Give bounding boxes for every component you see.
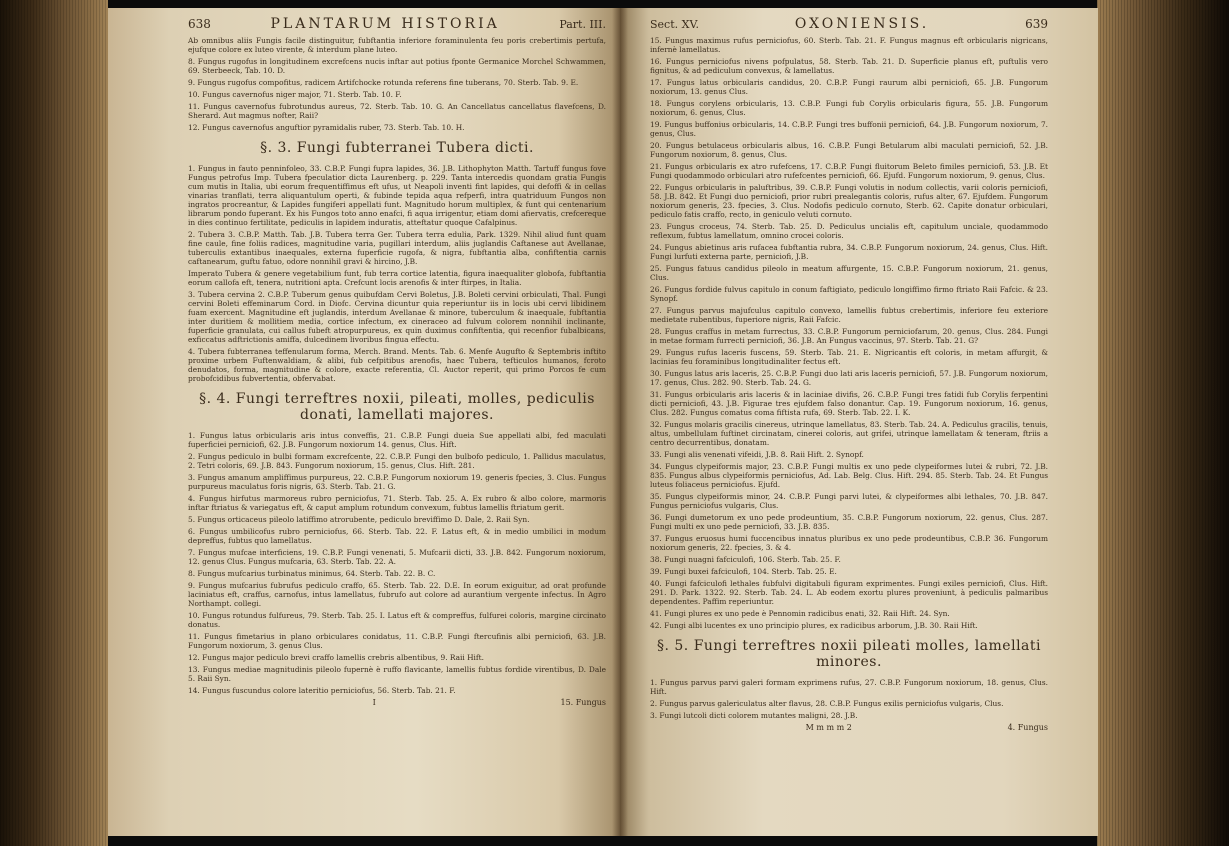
- right-entries-top: [650, 36, 1048, 630]
- left-entries-top: [188, 36, 606, 132]
- left-page-number: 638: [188, 17, 211, 31]
- entry-paragraph: 41. Fungi plures ex uno pede è Pennomin radicibus enati, 32. Raii Hift. 24. Syn.: [650, 609, 950, 618]
- entry-paragraph: 8. Fungus rugofus in longitudinem excrefcens nucis inftar aut potius fponte Germanice Morchel Schwammen, 69. Sterbeeck, Tab. 10. D.: [188, 57, 606, 75]
- entry-paragraph: 27. Fungus parvus majufculus capitulo convexo, lamellis fubtus crebertimis, inferiore feu exteriore medietate rubentibus, fuperiore nigris, Raii Fafcic.: [650, 306, 1048, 324]
- right-section-5-heading: §. 5. Fungi terreftres noxii pileati molles, lamellati minores.: [656, 638, 1041, 670]
- entry-paragraph: 17. Fungus latus orbicularis candidus, 20. C.B.P. Fungi raurum albi perniciofi, 65. J.B. Fungorum noxiorum, 13. genus Clus.: [650, 78, 1048, 96]
- left-signature: I: [372, 698, 376, 707]
- left-page-edges: [0, 0, 108, 846]
- entry-paragraph: 1. Fungus latus orbicularis aris intus conveffis, 21. C.B.P. Fungi dueia Sue appellati albi, fed maculati fuperficiei perniciofi, 62. J.B. Fungorum noxiorum 14. genus, Clus. Hift.: [188, 431, 606, 449]
- entry-paragraph: 9. Fungus rugofus compofitus, radicem Artifchocke rotunda referens fine tuberans, 70. Sterb. Tab. 9. E.: [188, 78, 579, 87]
- right-page-number: 639: [1025, 17, 1048, 31]
- entry-paragraph: 10. Fungus rotundus fulfureus, 79. Sterb. Tab. 25. I. Latus eft & compreffus, fulfurei coloris, margine circinato donatus.: [188, 611, 606, 629]
- entry-paragraph: 7. Fungus mufcae interficiens, 19. C.B.P. Fungi venenati, 5. Mufcarii dicti, 33. J.B. 842. Fungorum noxiorum, 12. genus Clus. Fungus mufcaria, 63. Sterb. Tab. 22. A.: [188, 548, 606, 566]
- entry-paragraph: 13. Fungus mediae magnitudinis pileolo fupernè è ruffo flavicante, lamellis fubtus fordide virentibus, D. Dale 5. Raii Syn.: [188, 665, 606, 683]
- entry-paragraph: 10. Fungus cavernofus niger major, 71. Sterb. Tab. 10. F.: [188, 90, 402, 99]
- left-entries-bottom: [188, 431, 606, 695]
- entry-paragraph: 9. Fungus mufcarius fubrufus pediculo craffo, 65. Sterb. Tab. 22. D.E. In eorum exiguitur, ad orat profunde laciniatus eft, craffus, carnofus, intus lamellatus, fubrufo aut colore ad aurantium vergente infectus. In Agro Northampt. collegi.: [188, 581, 606, 608]
- entry-paragraph: 33. Fungi alis venenati vifeidi, J.B. 8. Raii Hift. 2. Synopf.: [650, 450, 864, 459]
- entry-paragraph: 2. Fungus parvus galericulatus alter flavus, 28. C.B.P. Fungus exilis perniciofus vulgaris, Clus.: [650, 699, 1004, 708]
- entry-paragraph: 12. Fungus cavernofus anguftior pyramidalis ruber, 73. Sterb. Tab. 10. H.: [188, 123, 465, 132]
- entry-paragraph: 1. Fungus in fauto penninfoleo, 33. C.B.P. Fungi fupra lapides, 36. J.B. Lithophyton Matth. Tartuff fungus fove Fungus petrofus Imp. Tubera fpeculatior dicta Laurenberg. p. 229. Tanta intercedis quondam gratia Fungis cum mutis in Italia, ubi eorum frequentiffimus eft ufus, ut Neapoli inventi fint lapides, qui defoffi & in cellas vinarias tranflati, terra aliquantulum operti, & fubinde tepida aqua refperfi, intra quatriduum Fungos non ingratos procreantur, & Lapides fungiferi appellati funt. Magnitudo horum multiplex, & funt qui centenarium librarum pondo fuperant. Ex his Fungos toto anno enafci, fi aqua irrigentur, etiam domi afiervatis, crefcereque in dies continuo fertilitate, pediculis in lapidem induratis, atteftatur quoque Cafalpinus.: [188, 164, 606, 227]
- entry-paragraph: 6. Fungus umbilicofus rubro perniciofus, 66. Sterb. Tab. 22. F. Latus eft, & in medio umbilici in modum depreffus, fubtus quo lamellatus.: [188, 527, 606, 545]
- left-catchword: 15. Fungus: [560, 698, 606, 707]
- entry-paragraph: 12. Fungus major pediculo brevi craffo lamellis crebris albentibus, 9. Raii Hift.: [188, 653, 484, 662]
- entry-paragraph: 31. Fungus orbicularis aris laceris & in laciniae divifis, 26. C.B.P. Fungi tres fatidi fub Corylis ferpentini dicti perniciofi, 43. J.B. Figurae tres ejufdem falso donantur. Cap. 19. Fungorum noxiorum, 16. genus, Clus. 282. Fungus comatus coma fiftista rufa, 69. Sterb. Tab. 22. I. K.: [650, 390, 1048, 417]
- entry-paragraph: 1. Fungus parvus parvi galeri formam exprimens rufus, 27. C.B.P. Fungorum noxiorum, 18. genus, Clus. Hift.: [650, 678, 1048, 696]
- entry-paragraph: 42. Fungi albi lucentes ex uno principio plures, ex radicibus arborum, J.B. 30. Raii Hift.: [650, 621, 978, 630]
- entry-paragraph: 5. Fungus orticaceus pileolo latiffimo atrorubente, pediculo breviffimo D. Dale, 2. Raii Syn.: [188, 515, 530, 524]
- right-footer: [650, 723, 1048, 732]
- entry-paragraph: 37. Fungus eruosus humi fuccencibus innatus pluribus ex uno pede prodeuntibus, C.B.P. 36. Fungorum noxiorum generis, 22. fpecies, 3. & 4.: [650, 534, 1048, 552]
- entry-paragraph: 36. Fungi dumetorum ex uno pede prodeuntium, 35. C.B.P. Fungorum noxiorum, 22. genus, Clus. 287. Fungi multi ex uno pede perniciofi, 33. J.B. 835.: [650, 513, 1048, 531]
- entry-paragraph: 18. Fungus corylens orbicularis, 13. C.B.P. Fungi fub Corylis orbicularis figura, 55. J.B. Fungorum noxiorum, 6. genus, Clus.: [650, 99, 1048, 117]
- entry-paragraph: 4. Tubera fubterranea teffenularum forma, Merch. Brand. Ments. Tab. 6. Menfe Augufto & Septembris inftito proxime urbem Fuftenwaldiam, & alibi, fub cefpitibus arenofis, haec Tubera, tefticulos humanos, fcroto denudatos, forma, magnitudine & colore, exacte referentia, Cl. Auctor reperit, qui primo Porcos fe cum probofcidibus fubvertentia, obfervabat.: [188, 347, 606, 383]
- entry-paragraph: 40. Fungi fafciculofi lethales fubfulvi digitabuli figuram exprimentes. Fungi exiles perniciofi, Clus. Hift. 291. D. Park. 1322. 92. Sterb. Tab. 24. L. Ab eodem exortu plures proveniunt, à pediculis palmaribus dependentes. Paffim reperiuntur.: [650, 579, 1048, 606]
- entry-paragraph: 38. Fungi nuagni fafciculofi, 106. Sterb. Tab. 25. F.: [650, 555, 841, 564]
- left-page: [108, 8, 620, 836]
- entry-paragraph: 21. Fungus orbicularis ex atro rufefcens, 17. C.B.P. Fungi fluitorum Beleto fimiles perniciofi, 53. J.B. Et Fungi quodammodo orbiculari atro rufefcentes perniciofi, 66. Ejufd. Fungorum noxiorum, 9. genus, Clus.: [650, 162, 1048, 180]
- entry-paragraph: 3. Fungus amanum ampliffimus purpureus, 22. C.B.P. Fungorum noxiorum 19. generis fpecies, 3. Clus. Fungus purpureus maculatus foris nigris, 63. Sterb. Tab. 21. G.: [188, 473, 606, 491]
- left-footer: [188, 698, 606, 707]
- entry-paragraph: 26. Fungus fordide fulvus capitulo in conum faftigiato, pediculo longiffimo firmo ftriato Raii Fafcic. & 23. Synopf.: [650, 285, 1048, 303]
- right-running-title: OXONIENSIS.: [794, 16, 930, 32]
- book-gutter: [612, 8, 628, 836]
- right-running-head: [650, 16, 1048, 32]
- right-page: [620, 8, 1098, 836]
- entry-paragraph: 8. Fungus mufcarius turbinatus minimus, 64. Sterb. Tab. 22. B. C.: [188, 569, 436, 578]
- right-catchword: 4. Fungus: [1007, 723, 1048, 732]
- entry-paragraph: 22. Fungus orbicularis in paluftribus, 39. C.B.P. Fungi volutis in nodum collectis, varii coloris perniciofi, 58. J.B. 842. Et Fungi duo perniciofi, prior rubri prealegantis coloris, rufus alter, 67. Ejufdem. Fungorum noxiorum generis, 23. fpecies, 3. Clus. Nodofis pediculo cornuto, Sterb. 62. Capite donatur orbiculari, pediculo fatis craffo, recto, in geniculo veluti cornuto.: [650, 183, 1048, 219]
- entry-paragraph: 34. Fungus clypeiformis major, 23. C.B.P. Fungi multis ex uno pede clypeiformes lutei & rubri, 72. J.B. 835. Fungus albus clypeiformis perniciofus, Ad. Lab. Belg. Clus. Hift. 294. 85. Sterb. Tab. 24. Et Fungus luteus foliaceus perniciofus. Ejufd.: [650, 462, 1048, 489]
- left-section-3-heading: §. 3. Fungi fubterranei Tubera dicti.: [260, 140, 534, 156]
- right-entries-bottom: [650, 678, 1048, 720]
- left-part-label: Part. III.: [559, 18, 606, 31]
- left-running-title: PLANTARUM HISTORIA: [270, 16, 500, 32]
- left-section-4-heading: §. 4. Fungi terreftres noxii, pileati, molles, pediculis donati, lamellati majores.: [199, 391, 595, 423]
- entry-paragraph: 2. Tubera 3. C.B.P. Matth. Tab. J.B. Tubera terra Ger. Tubera terra edulia, Park. 1329. Nihil aliud funt quam fine caule, fine foliis radices, magnitudine varia, pugillari interdum, aliis juglandis Caftanese aut Avellanae, tuberculis extantibus inaequales, externa fuperficie rugofa, & nigra, fubftantia alba, confiftentia carnis caftanearum, guftu fatuo, odore nonnihil gravi & hircino, J.B.: [188, 230, 606, 266]
- entry-paragraph: 39. Fungi buxei fafciculofi, 104. Sterb. Tab. 25. E.: [650, 567, 837, 576]
- entry-paragraph: 23. Fungus croceus, 74. Sterb. Tab. 25. D. Pediculus uncialis eft, capitulum unciale, quodammodo reflexum, fubtus lamellatum, omnino crocei coloris.: [650, 222, 1048, 240]
- entry-paragraph: 15. Fungus maximus rufus perniciofus, 60. Sterb. Tab. 21. F. Fungus magnus eft orbicularis nigricans, infernè lamellatus.: [650, 36, 1048, 54]
- entry-paragraph: Imperato Tubera & genere vegetabilium funt, fub terra cortice latentia, figura inaequaliter globofa, fubftantia eorum callofa eft, tenera, nutritioni apta. Crefcunt locis arenofis & inter ftirpes, in Italia.: [188, 269, 606, 287]
- entry-paragraph: 16. Fungus perniciofus nivens pofpulatus, 58. Sterb. Tab. 21. D. Superficie planus eft, puftulis vero fignitus, & ad pediculum convexus, & lamellatus.: [650, 57, 1048, 75]
- entry-paragraph: 3. Fungi lutcoli dicti colorem mutantes maligni, 28. J.B.: [650, 711, 858, 720]
- entry-paragraph: 4. Fungus hirfutus marmoreus rubro perniciofus, 71. Sterb. Tab. 25. A. Ex rubro & albo colore, marmoris inftar ftriatus & variegatus eft, & caput amplum rotundum convexum, fubtus lamellis ftriatum gerit.: [188, 494, 606, 512]
- entry-paragraph: 20. Fungus betulaceus orbicularis albus, 16. C.B.P. Fungi Betularum albi maculati perniciofi, 52. J.B. Fungorum noxiorum, 8. genus, Clus.: [650, 141, 1048, 159]
- entry-paragraph: 2. Fungus pediculo in bulbi formam excrefcente, 22. C.B.P. Fungi den bulbofo pediculo, 1. Pallidus maculatus, 2. Tetri coloris, 69. J.B. 843. Fungorum noxiorum, 15. genus, Clus. Hift. 281.: [188, 452, 606, 470]
- entry-paragraph: 19. Fungus buffonius orbicularis, 14. C.B.P. Fungi tres buffonii perniciofi, 64. J.B. Fungorum noxiorum, 7. genus, Clus.: [650, 120, 1048, 138]
- entry-paragraph: 11. Fungus fimetarius in plano orbiculares conidatus, 11. C.B.P. Fungi ftercufinis albi perniciofi, 63. J.B. Fungorum noxiorum, 3. genus Clus.: [188, 632, 606, 650]
- entry-paragraph: Ab omnibus aliis Fungis facile distinguitur, fubftantia inferiore foraminulenta feu poris crebertimis pertufa, ejufque colore ex luteo virente, & interdum plane luteo.: [188, 36, 606, 54]
- right-page-edges: [1097, 0, 1229, 846]
- entry-paragraph: 28. Fungus craffus in metam furrectus, 33. C.B.P. Fungorum perniciofarum, 20. genus, Clus. 284. Fungi in metae formam furrecti perniciofi, 36. J.B. An Fungus vaccinus, 97. Sterb. Tab. 21. G?: [650, 327, 1048, 345]
- entry-paragraph: 25. Fungus fatuus candidus pileolo in meatum affurgente, 15. C.B.P. Fungorum noxiorum, 21. genus, Clus.: [650, 264, 1048, 282]
- left-running-head: [188, 16, 606, 32]
- entry-paragraph: 30. Fungus latus aris laceris, 25. C.B.P. Fungi duo lati aris laceris perniciofi, 57. J.B. Fungorum noxiorum, 17. genus, Clus. 282. 90. Sterb. Tab. 24. G.: [650, 369, 1048, 387]
- left-entries-mid: [188, 164, 606, 383]
- entry-paragraph: 29. Fungus rufus laceris fuscens, 59. Sterb. Tab. 21. E. Nigricantis eft coloris, in metam affurgit, & lacinias feu foraminibus longitudinaliter fectus eft.: [650, 348, 1048, 366]
- entry-paragraph: 35. Fungus clypeiformis minor, 24. C.B.P. Fungi parvi lutei, & clypeiformes albi lethales, 70. J.B. 847. Fungus perniciofus vulgaris, Clus.: [650, 492, 1048, 510]
- entry-paragraph: 24. Fungus abietinus aris rufacea fubftantia rubra, 34. C.B.P. Fungorum noxiorum, 24. genus, Clus. Hift. Fungi lurfuti externa parte, perniciofi, J.B.: [650, 243, 1048, 261]
- right-signature: M m m m 2: [805, 723, 852, 732]
- entry-paragraph: 3. Tubera cervina 2. C.B.P. Tuberum genus quibufdam Cervi Boletus, J.B. Boleti cervini orbiculati, Thal. Fungi cervini Boleti effeminarum Cord. in Diofc. Cervina dicuntur quia reperiuntur iis in locis ubi cervi libidinem fuam exercent. Magnitudine eft juglandis, interdum Avellanae & minore, tuberculum & inaequale, fubftantia inter duritiem & mollitiem media, cortice infectum, ex cineraceo ad fulvum colorem nonnihil inclinante, fuperficie granulata, cui callus fubeft atropurpureus, ex quin duximus confiftentia, qui recenfior fubalbicans, exficcatus adftrictionis amiffa, dulcedinem livoribus fingua effectu.: [188, 290, 606, 344]
- entry-paragraph: 11. Fungus cavernofus fubrotundus aureus, 72. Sterb. Tab. 10. G. An Cancellatus cancellatus flavefcens, D. Sherard. Aut magmus nofter, Raii?: [188, 102, 606, 120]
- entry-paragraph: 32. Fungus molaris gracilis cinereus, utrinque lamellatus, 83. Sterb. Tab. 24. A. Pediculus gracilis, tenuis, altus, umbellulam fuftinet circinatam, cinerei coloris, aut grifei, utrinque lamellatam & teneram, ftriis a centro decurrentibus, donatam.: [650, 420, 1048, 447]
- right-section-label: Sect. XV.: [650, 18, 699, 31]
- entry-paragraph: 14. Fungus fuscundus colore lateritio perniciofus, 56. Sterb. Tab. 21. F.: [188, 686, 456, 695]
